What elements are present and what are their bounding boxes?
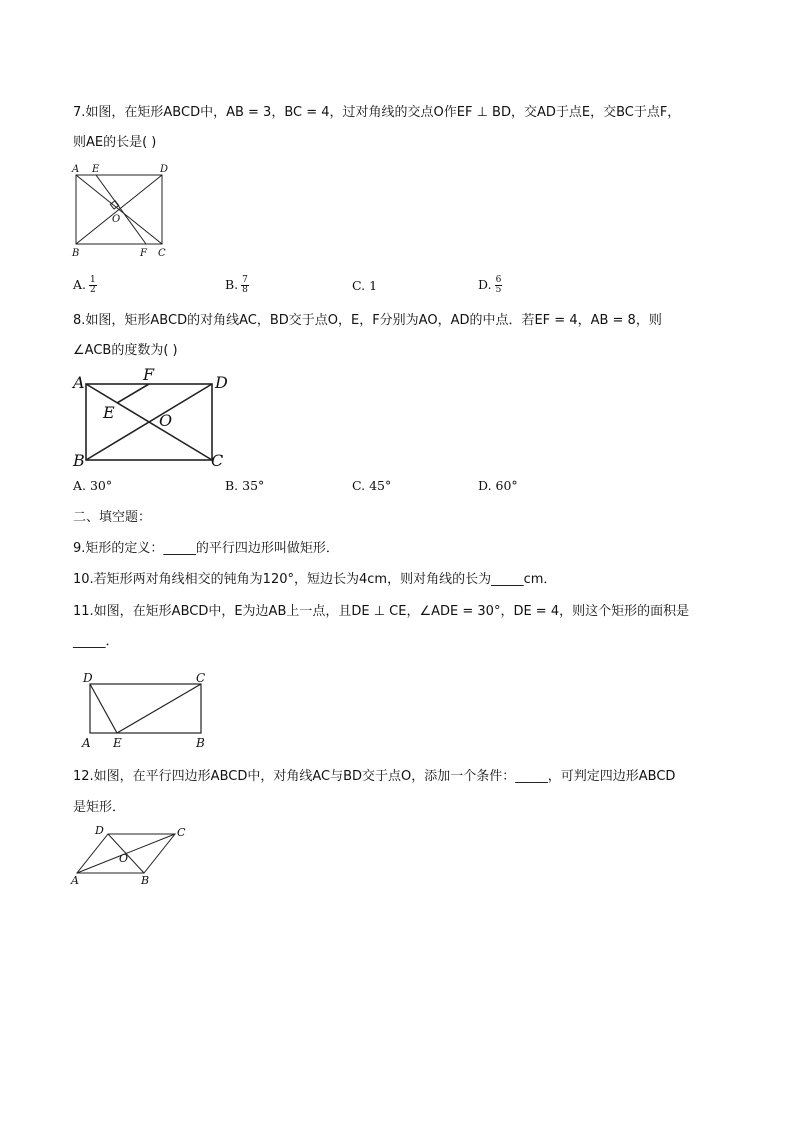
- q11-label-e: E: [113, 736, 122, 750]
- q7-option-d[interactable]: D. $\frac{6}{5}$: [478, 275, 502, 295]
- q7-option-b[interactable]: B. $\frac{7}{8}$: [225, 275, 248, 295]
- q7-option-b-fraction: $\frac{7}{8}$: [242, 275, 248, 295]
- q8-label-e: E: [103, 403, 115, 422]
- q7-label-b: B: [72, 248, 80, 259]
- q11-segment-de: [90, 684, 117, 733]
- q8-option-d[interactable]: D. 60°: [478, 478, 518, 493]
- q12-label-o: O: [119, 852, 129, 865]
- q8-label-c: C: [211, 451, 224, 470]
- q8-label-b: B: [73, 451, 85, 470]
- section-heading: 二、填空题：: [73, 510, 152, 525]
- q7-segment-ef: [96, 175, 146, 244]
- q7-figure: [70, 162, 180, 258]
- q7-stem-line1: 7.如图，在矩形ABCD中，AB = 3，BC = 4，过对角线的交点O作EF ⊥ BD，交AD于点E，交BC于点F，: [73, 105, 681, 120]
- q10-stem: 10.若矩形两对角线相交的钝角为120°，短边长为4cm，则对角线的长为_____cm．: [73, 572, 557, 587]
- q8-stem-line2: ∠ACB的度数为( ): [73, 343, 178, 358]
- q7-option-a[interactable]: A. $\frac{1}{2}$: [73, 275, 96, 295]
- q7-label-o: O: [112, 214, 121, 225]
- q7-option-c[interactable]: C. 1: [352, 278, 378, 293]
- q12-label-b: B: [141, 874, 150, 887]
- q8-options: [73, 478, 673, 496]
- q11-label-c: C: [196, 671, 206, 685]
- q12-label-d: D: [95, 824, 104, 837]
- q7-label-a: A: [72, 164, 80, 175]
- q8-segment-ef: [117, 384, 149, 403]
- q8-label-a: A: [73, 373, 85, 392]
- q8-label-f: F: [143, 365, 155, 384]
- q11-stem-line2: _____．: [73, 634, 119, 649]
- q8-option-a[interactable]: A. 30°: [73, 478, 113, 493]
- q7-label-d: D: [160, 164, 169, 175]
- q7-stem-line2: 则AE的长是( ): [73, 135, 157, 150]
- q9-stem: 9.矩形的定义：_____的平行四边形叫做矩形．: [73, 541, 339, 556]
- q11-label-b: B: [196, 736, 205, 750]
- q12-stem-line2: 是矩形．: [73, 800, 126, 815]
- q8-option-c[interactable]: C. 45°: [352, 478, 392, 493]
- q12-label-a: A: [71, 874, 79, 887]
- q11-label-a: A: [82, 736, 91, 750]
- q11-figure: [78, 668, 218, 753]
- q7-label-f: F: [140, 248, 147, 259]
- q11-stem-line1: 11.如图，在矩形ABCD中，E为边AB上一点，且DE ⊥ CE，∠ADE = 30°，DE = 4，则这个矩形的面积是: [73, 604, 690, 619]
- q8-option-b[interactable]: B. 35°: [225, 478, 265, 493]
- q12-label-c: C: [177, 826, 186, 839]
- q8-stem-line1: 8.如图，矩形ABCD的对角线AC，BD交于点O，E，F分别为AO，AD的中点．若EF = 4，AB = 8，则: [73, 313, 662, 328]
- q7-label-e: E: [92, 164, 100, 175]
- q7-option-a-fraction: $\frac{1}{2}$: [90, 275, 96, 295]
- q8-label-d: D: [215, 373, 228, 392]
- q12-figure: [68, 824, 198, 889]
- q7-label-c: C: [158, 248, 166, 259]
- q11-label-d: D: [83, 671, 93, 685]
- q8-label-o: O: [159, 411, 173, 430]
- q11-rectangle: [90, 684, 201, 733]
- q11-segment-ce: [117, 684, 201, 733]
- q8-figure: [70, 365, 240, 473]
- q7-option-d-fraction: $\frac{6}{5}$: [495, 275, 502, 295]
- q7-options: [73, 276, 673, 294]
- q12-stem-line1: 12.如图，在平行四边形ABCD中，对角线AC与BD交于点O，添加一个条件：_____，可判定四边形ABCD: [73, 769, 676, 784]
